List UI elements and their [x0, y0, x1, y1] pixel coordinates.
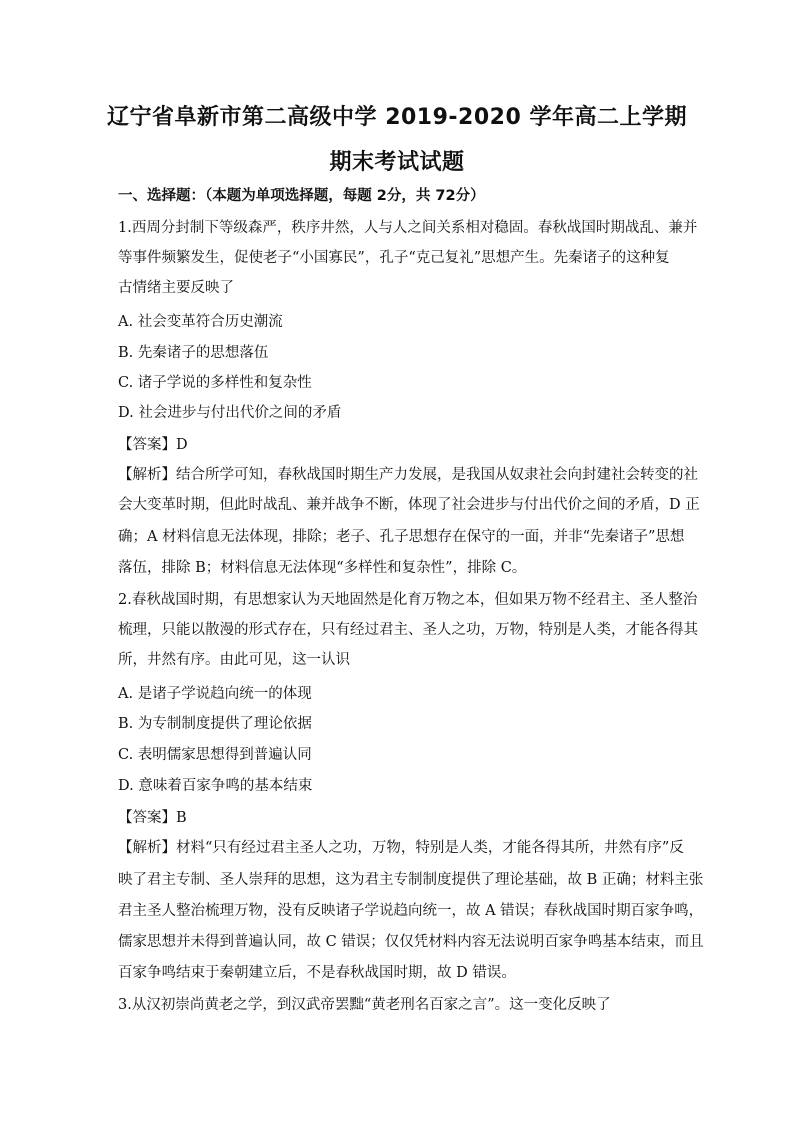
question-1-stem: 古情绪主要反映了 — [118, 280, 234, 296]
question-1-explanation: 确；A 材料信息无法体现，排除；老子、孔子思想存在保守的一面，并非“先秦诸子”思想 — [118, 529, 685, 545]
question-1-option-b: B. 先秦诸子的思想落伍 — [118, 345, 269, 361]
question-1-stem: 等事件频繁发生，促使老子“小国寡民”，孔子“克己复礼”思想产生。先秦诸子的这种复 — [118, 250, 670, 266]
question-2-answer: 【答案】B — [118, 810, 187, 826]
question-1-option-d: D. 社会进步与付出代价之间的矛盾 — [118, 405, 342, 421]
question-2-option-a: A. 是诸子学说趋向统一的体现 — [118, 686, 312, 702]
question-1-option-a: A. 社会变革符合历史潮流 — [118, 314, 283, 330]
question-2-option-c: C. 表明儒家思想得到普遍认同 — [118, 747, 312, 763]
question-1-answer: 【答案】D — [118, 437, 188, 453]
question-3-stem: 3.从汉初崇尚黄老之学，到汉武帝罢黜“黄老刑名百家之言”。这一变化反映了 — [118, 997, 611, 1013]
question-2-stem: 2.春秋战国时期，有思想家认为天地固然是化育万物之本，但如果万物不经君主、圣人整治 — [118, 592, 698, 608]
question-1-explanation: 会大变革时期，但此时战乱、兼并战争不断，体现了社会进步与付出代价之间的矛盾，D 正 — [118, 497, 700, 513]
question-2-explanation: 儒家思想并未得到普遍认同，故 C 错误；仅仅凭材料内容无法说明百家争鸣基本结束，而且 — [118, 934, 704, 950]
document-subtitle: 期末考试试题 — [329, 150, 465, 175]
question-2-stem: 所，井然有序。由此可见，这一认识 — [118, 652, 350, 668]
question-2-option-b: B. 为专制制度提供了理论依据 — [118, 716, 312, 732]
question-2-explanation: 映了君主专制、圣人崇拜的思想，这为君主专制制度提供了理论基础，故 B 正确；材料主张 — [118, 872, 704, 888]
question-1-explanation: 【解析】结合所学可知，春秋战国时期生产力发展，是我国从奴隶社会向封建社会转变的社 — [118, 467, 698, 483]
section-header: 一、选择题：（本题为单项选择题，每题 2分，共 72分） — [118, 188, 485, 204]
question-1-option-c: C. 诸子学说的多样性和复杂性 — [118, 375, 312, 391]
document-title: 辽宁省阜新市第二高级中学 2019-2020 学年高二上学期 — [107, 105, 687, 130]
question-2-explanation: 百家争鸣结束于秦朝建立后，不是春秋战国时期，故 D 错误。 — [118, 965, 516, 981]
question-1-explanation: 落伍，排除 B；材料信息无法体现“多样性和复杂性”，排除 C。 — [118, 560, 527, 576]
question-2-explanation: 【解析】材料“只有经过君主圣人之功，万物，特别是人类，才能各得其所，井然有序”反 — [118, 840, 684, 856]
question-2-stem: 梳理，只能以散漫的形式存在，只有经过君主、圣人之功，万物，特别是人类，才能各得其 — [118, 622, 698, 638]
question-2-option-d: D. 意味着百家争鸣的基本结束 — [118, 778, 313, 794]
question-1-stem: 1.西周分封制下等级森严，秩序井然，人与人之间关系相对稳固。春秋战国时期战乱、兼并 — [118, 220, 698, 236]
question-2-explanation: 君主圣人整治梳理万物，没有反映诸子学说趋向统一，故 A 错误；春秋战国时期百家争鸣， — [118, 903, 704, 919]
